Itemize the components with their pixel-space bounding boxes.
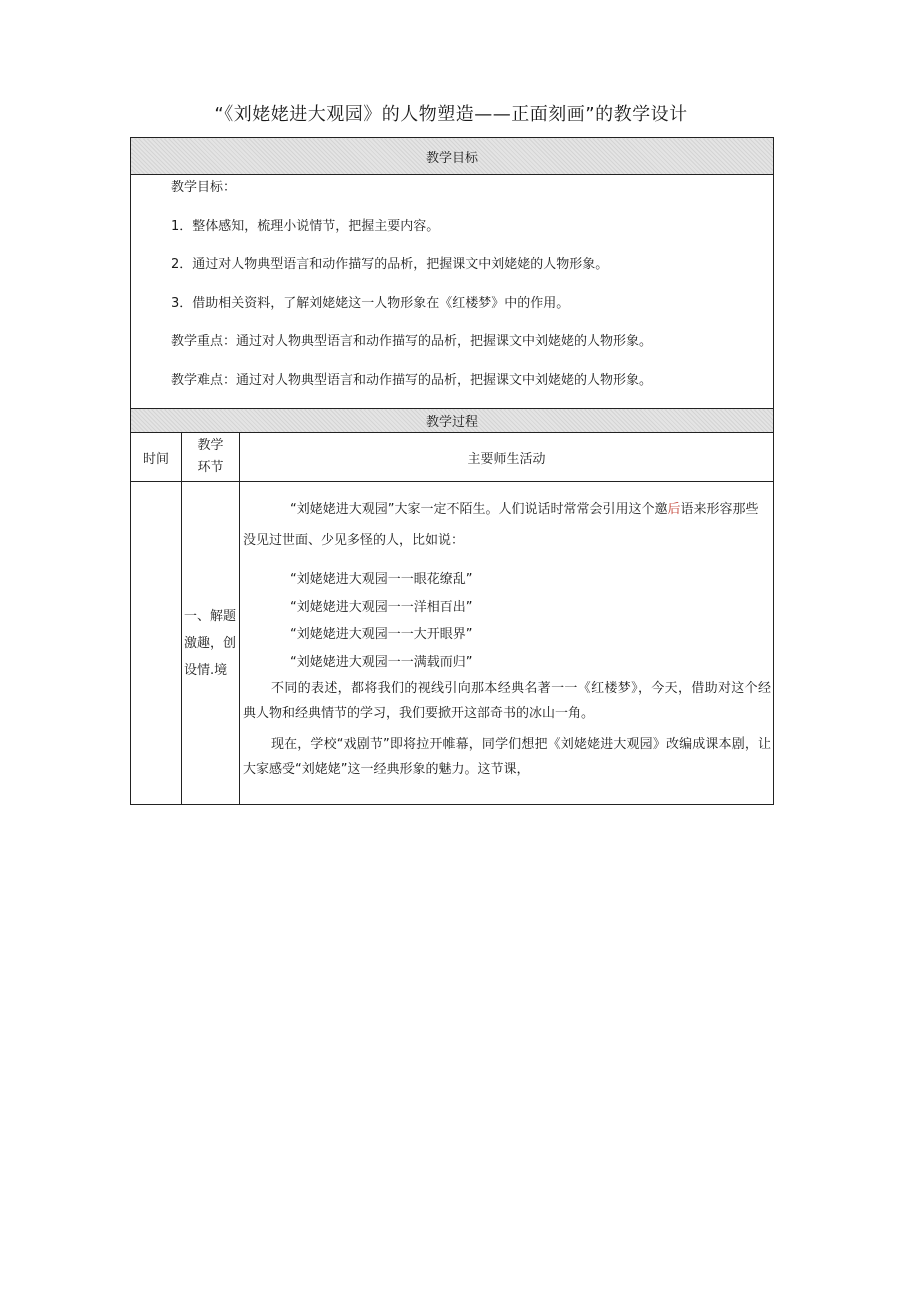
intro-highlight-char: 后	[667, 502, 681, 517]
stage-line-1: 一、解题	[184, 608, 237, 624]
lesson-plan-table	[130, 137, 774, 805]
stage-line-2: 激趣，创	[184, 635, 237, 651]
table-row	[131, 482, 774, 805]
page-title: “《刘姥姥进大观园》的人物塑造——正面刻画”的教学设计	[214, 104, 688, 125]
goal-item-3: 3．借助相关资料，了解刘姥姥这一人物形象在《红楼梦》中的作用。	[171, 295, 570, 311]
time-header-label: 时间	[142, 451, 169, 467]
goals-label: 教学目标：	[171, 180, 237, 195]
transition-paragraph: 不同的表述，都将我们的视线引向那本经典名著一一《红楼梦》，今天，借助对这个经典人物和经典情节的学习，我们要掀开这部奇书的冰山一角。	[243, 681, 771, 721]
idiom-quote-4: “刘姥姥进大观园一一满载而归”	[290, 654, 473, 670]
time-cell	[131, 482, 182, 805]
idiom-quote-2: “刘姥姥进大观园一一洋相百出”	[290, 599, 473, 615]
intro-paragraph	[243, 494, 771, 556]
activity-column-header	[240, 433, 774, 482]
stage-column-header	[182, 433, 240, 482]
scenario-paragraph: 现在，学校“戏剧节”即将拉开帷幕，同学们想把《刘姥姥进大观园》改编成课本剧，让大家感受“刘姥姥”这一经典形象的魅力。这节课，	[243, 737, 771, 777]
difficulty-point: 教学难点：通过对人物典型语言和动作描写的品析，把握课文中刘姥姥的人物形象。	[171, 372, 653, 388]
goal-item-2: 2．通过对人物典型语言和动作描写的品析，把握课文中刘姥姥的人物形象。	[171, 257, 609, 272]
process-header-cell	[131, 409, 774, 433]
goal-item-1: 1．整体感知，梳理小说情节，把握主要内容。	[171, 218, 440, 234]
stage-line-3: 设情.境	[184, 662, 228, 678]
time-column-header	[131, 433, 182, 482]
idiom-quote-1: “刘姥姥进大观园一一眼花缭乱”	[290, 572, 473, 587]
stage-header-line2: 环节	[197, 460, 224, 475]
goals-header-cell	[131, 138, 774, 175]
idiom-quote-3: “刘姥姥进大观园一一大开眼界”	[290, 627, 473, 642]
stage-cell	[182, 482, 240, 805]
activity-cell	[240, 482, 774, 805]
activity-header-label: 主要师生活动	[467, 451, 546, 467]
intro-text-start: “刘姥姥进大观园”大家一定不陌生。人们说话时常常会引用这个邀	[290, 502, 668, 517]
key-point: 教学重点：通过对人物典型语言和动作描写的品析，把握课文中刘姥姥的人物形象。	[171, 334, 653, 349]
goals-header: 教学目标	[425, 150, 478, 166]
goals-body	[131, 175, 774, 409]
intro-text-end: 语来形容那些没见过世面、少见多怪的人，比如说：	[243, 502, 759, 548]
process-header: 教学过程	[425, 415, 478, 430]
stage-header-line1: 教学	[197, 438, 224, 453]
